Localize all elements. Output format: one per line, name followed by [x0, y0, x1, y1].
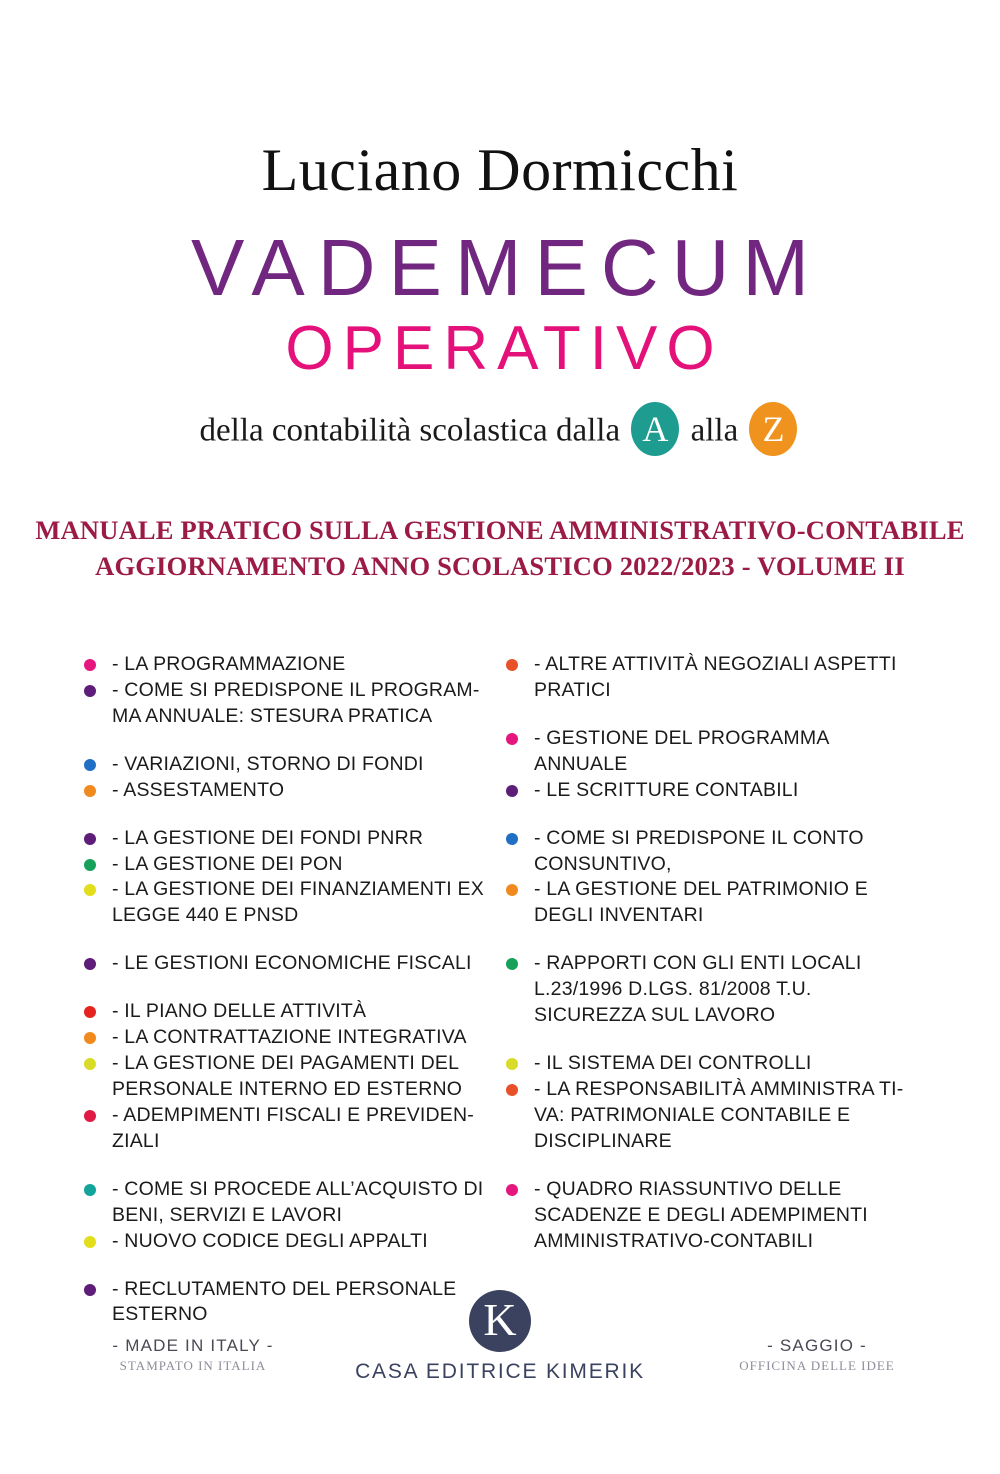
- content-group: [82, 999, 502, 1155]
- kimerik-logo-icon: [469, 1290, 531, 1352]
- logo-letter: K: [483, 1294, 517, 1346]
- content-group: [504, 951, 924, 1029]
- list-item: [504, 726, 924, 778]
- list-item-label: - COME SI PREDISPONE IL PROGRAM-MA ANNUALE: STESURA PRATICA: [112, 678, 480, 727]
- bullet-dot-icon: [506, 1058, 518, 1070]
- subtitle-block: [0, 513, 1000, 585]
- contents-left-column: [82, 652, 502, 1326]
- list-item: [504, 1177, 924, 1255]
- list-item-label: - GESTIONE DEL PROGRAMMA ANNUALE: [534, 726, 829, 775]
- bullet-dot-icon: [506, 1184, 518, 1196]
- list-item: [82, 852, 502, 878]
- list-item-label: - RAPPORTI CON GLI ENTI LOCALI L.23/1996 D.LGS. 81/2008 T.U. SICUREZZA SUL LAVORO: [534, 952, 862, 1027]
- author-name: Luciano Dormicchi: [261, 137, 739, 203]
- content-group: [82, 951, 502, 977]
- list-item-label: - IL PIANO DELLE ATTIVITÀ: [112, 1000, 367, 1023]
- bullet-dot-icon: [84, 785, 96, 797]
- list-item: [504, 1051, 924, 1077]
- list-item: [504, 1077, 924, 1155]
- bullet-dot-icon: [84, 1058, 96, 1070]
- bullet-dot-icon: [84, 1032, 96, 1044]
- list-item: [82, 999, 502, 1025]
- bullet-dot-icon: [84, 759, 96, 771]
- list-item: [82, 1177, 502, 1229]
- content-group: [504, 652, 924, 704]
- list-item-label: - LA RESPONSABILITÀ AMMINISTRA TI-VA: PATRIMONIALE CONTABILE E DISCIPLINARE: [534, 1077, 904, 1152]
- contents-right-column: [504, 652, 924, 1252]
- content-group: [504, 726, 924, 804]
- footer-left-secondary: STAMPATO IN ITALIA: [119, 1358, 267, 1373]
- content-group: [82, 752, 502, 804]
- footer-saggio: [702, 1336, 932, 1374]
- title-main: VADEMECUM: [190, 223, 823, 312]
- list-item: [504, 877, 924, 929]
- list-item: [82, 1103, 502, 1155]
- bullet-dot-icon: [84, 1110, 96, 1122]
- list-item-label: - RECLUTAMENTO DEL PERSONALE ESTERNO: [112, 1277, 457, 1326]
- content-group: [504, 1051, 924, 1155]
- list-item-label: - ADEMPIMENTI FISCALI E PREVIDEN-ZIALI: [112, 1103, 474, 1152]
- list-item-label: - IL SISTEMA DEI CONTROLLI: [534, 1052, 812, 1075]
- bullet-dot-icon: [506, 884, 518, 896]
- list-item: [504, 778, 924, 804]
- list-item-label: - COME SI PREDISPONE IL CONTO CONSUNTIVO,: [534, 826, 864, 875]
- list-item: [82, 877, 502, 929]
- bullet-dot-icon: [506, 1084, 518, 1096]
- publisher-name: CASA EDITRICE KIMERIK: [355, 1360, 645, 1383]
- list-item-label: - VARIAZIONI, STORNO DI FONDI: [112, 752, 424, 775]
- subtitle-line-1: MANUALE PRATICO SULLA GESTIONE AMMINISTRATIVO-CONTABILE: [35, 515, 965, 545]
- tagline-before: della contabilità scolastica dalla: [199, 412, 621, 449]
- list-item-label: - ALTRE ATTIVITÀ NEGOZIALI ASPETTI PRATICI: [534, 653, 897, 701]
- tagline: [0, 404, 1000, 458]
- bullet-dot-icon: [84, 659, 96, 671]
- list-item-label: - LE GESTIONI ECONOMICHE FISCALI: [112, 952, 472, 975]
- list-item: [82, 678, 502, 730]
- content-group: [504, 826, 924, 930]
- list-item: [82, 951, 502, 977]
- footer-right-secondary: OFFICINA DELLE IDEE: [739, 1358, 895, 1373]
- bullet-dot-icon: [84, 1006, 96, 1018]
- list-item: [82, 778, 502, 804]
- content-group: [504, 1177, 924, 1255]
- bullet-dot-icon: [506, 833, 518, 845]
- bullet-dot-icon: [84, 884, 96, 896]
- list-item-label: - NUOVO CODICE DEGLI APPALTI: [112, 1229, 428, 1252]
- list-item-label: - QUADRO RIASSUNTIVO DELLE SCADENZE E DEGLI ADEMPIMENTI AMMINISTRATIVO-CONTABILI: [534, 1177, 868, 1252]
- bullet-dot-icon: [84, 1236, 96, 1248]
- bullet-dot-icon: [84, 1184, 96, 1196]
- list-item-label: - LA PROGRAMMAZIONE: [112, 653, 346, 675]
- letter-a-badge: A: [631, 402, 679, 456]
- list-item-label: - COME SI PROCEDE ALL’ACQUISTO DI BENI, SERVIZI E LAVORI: [112, 1177, 484, 1226]
- list-item: [504, 826, 924, 878]
- list-item-label: - LA GESTIONE DEI FINANZIAMENTI EX LEGGE 440 E PNSD: [112, 878, 484, 927]
- bullet-dot-icon: [506, 733, 518, 745]
- footer-right-primary: - SAGGIO -: [767, 1336, 867, 1355]
- subtitle-line-2: AGGIORNAMENTO ANNO SCOLASTICO 2022/2023 - VOLUME II: [95, 550, 905, 581]
- list-item-label: - LE SCRITTURE CONTABILI: [534, 778, 799, 801]
- list-item-label: - LA CONTRATTAZIONE INTEGRATIVA: [112, 1026, 467, 1049]
- bullet-dot-icon: [506, 659, 518, 671]
- bullet-dot-icon: [84, 958, 96, 970]
- list-item: [504, 951, 924, 1029]
- list-item: [82, 826, 502, 852]
- list-item-label: - LA GESTIONE DEI PON: [112, 852, 343, 875]
- content-group: [82, 652, 502, 730]
- title-subtitle: OPERATIVO: [285, 314, 724, 383]
- list-item: [82, 652, 502, 678]
- tagline-middle: alla: [690, 412, 739, 449]
- bullet-dot-icon: [506, 958, 518, 970]
- list-item: [82, 752, 502, 778]
- footer-left-primary: - MADE IN ITALY -: [112, 1336, 274, 1355]
- footer-made-in-italy: [78, 1336, 308, 1374]
- letter-z-badge: Z: [749, 402, 797, 456]
- bullet-dot-icon: [506, 785, 518, 797]
- bullet-dot-icon: [84, 859, 96, 871]
- bullet-dot-icon: [84, 685, 96, 697]
- list-item-label: - LA GESTIONE DEL PATRIMONIO E DEGLI INVENTARI: [534, 878, 868, 927]
- list-item-label: - LA GESTIONE DEI PAGAMENTI DEL PERSONALE INTERNO ED ESTERNO: [112, 1052, 463, 1100]
- content-group: [82, 826, 502, 930]
- list-item: [504, 652, 924, 704]
- list-item-label: - LA GESTIONE DEI FONDI PNRR: [112, 826, 424, 849]
- content-group: [82, 1177, 502, 1255]
- list-item-label: - ASSESTAMENTO: [112, 778, 285, 801]
- list-item: [82, 1051, 502, 1103]
- list-item: [82, 1025, 502, 1051]
- list-item: [82, 1229, 502, 1255]
- bullet-dot-icon: [84, 833, 96, 845]
- contents-columns: [0, 652, 1000, 1326]
